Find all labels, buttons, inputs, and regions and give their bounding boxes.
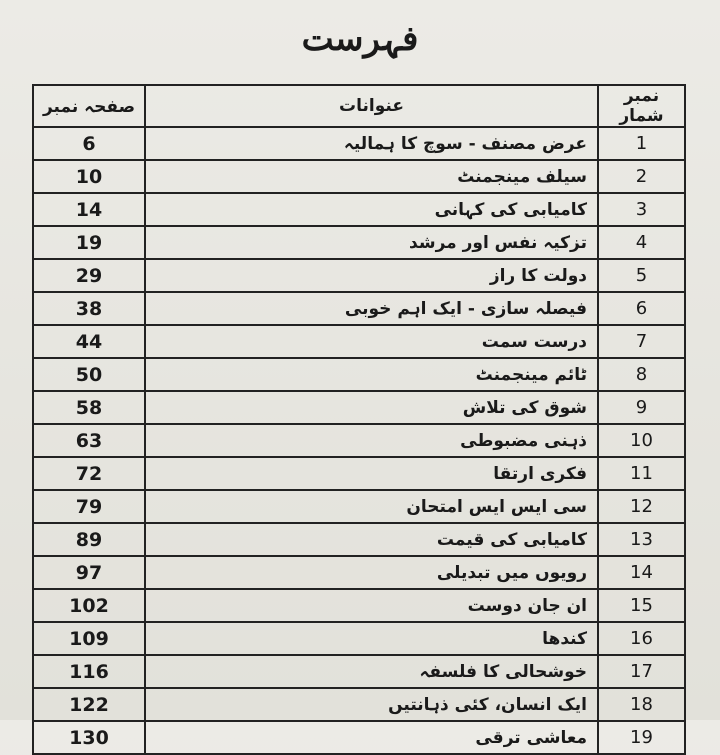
- table-row: [33, 457, 685, 490]
- row-number: 8: [598, 358, 685, 391]
- table-row: [33, 424, 685, 457]
- table-row: [33, 127, 685, 160]
- row-page: 29: [33, 259, 145, 292]
- row-title: درست سمت: [145, 325, 598, 358]
- header-row: [33, 85, 685, 127]
- page-title: فہرست: [301, 19, 419, 59]
- row-page: 130: [33, 721, 145, 754]
- row-page: 19: [33, 226, 145, 259]
- row-title: دولت کا راز: [145, 259, 598, 292]
- table-row: [33, 721, 685, 754]
- row-page: 72: [33, 457, 145, 490]
- contents-table: [32, 84, 686, 755]
- table-row: [33, 589, 685, 622]
- table-row: [33, 622, 685, 655]
- table-row: [33, 523, 685, 556]
- row-title: فیصلہ سازی - ایک اہم خوبی: [145, 292, 598, 325]
- table-row: [33, 325, 685, 358]
- row-title: کامیابی کی کہانی: [145, 193, 598, 226]
- row-title: تزکیہ نفس اور مرشد: [145, 226, 598, 259]
- row-number: 9: [598, 391, 685, 424]
- row-number: 4: [598, 226, 685, 259]
- row-number: 18: [598, 688, 685, 721]
- row-title: معاشی ترقی: [145, 721, 598, 754]
- table-row: [33, 688, 685, 721]
- row-page: 122: [33, 688, 145, 721]
- row-page: 14: [33, 193, 145, 226]
- row-title: کامیابی کی قیمت: [145, 523, 598, 556]
- row-title: سی ایس ایس امتحان: [145, 490, 598, 523]
- row-page: 10: [33, 160, 145, 193]
- row-title: شوق کی تلاش: [145, 391, 598, 424]
- row-number: 12: [598, 490, 685, 523]
- table-row: [33, 160, 685, 193]
- row-number: 7: [598, 325, 685, 358]
- table-row: [33, 226, 685, 259]
- row-title: فکری ارتقا: [145, 457, 598, 490]
- row-number: 10: [598, 424, 685, 457]
- header-title: عنوانات: [145, 85, 598, 127]
- row-title: رویوں میں تبدیلی: [145, 556, 598, 589]
- row-title: کندھا: [145, 622, 598, 655]
- row-number: 5: [598, 259, 685, 292]
- row-number: 3: [598, 193, 685, 226]
- row-number: 11: [598, 457, 685, 490]
- row-number: 19: [598, 721, 685, 754]
- row-title: خوشحالی کا فلسفہ: [145, 655, 598, 688]
- row-number: 13: [598, 523, 685, 556]
- row-title: سیلف مینجمنٹ: [145, 160, 598, 193]
- table-row: [33, 490, 685, 523]
- row-page: 58: [33, 391, 145, 424]
- row-number: 15: [598, 589, 685, 622]
- table-row: [33, 556, 685, 589]
- row-page: 109: [33, 622, 145, 655]
- header-number: نمبر شمار: [598, 85, 685, 127]
- row-page: 79: [33, 490, 145, 523]
- row-number: 14: [598, 556, 685, 589]
- row-page: 116: [33, 655, 145, 688]
- table-row: [33, 259, 685, 292]
- table-row: [33, 655, 685, 688]
- row-number: 1: [598, 127, 685, 160]
- table-row: [33, 193, 685, 226]
- row-number: 17: [598, 655, 685, 688]
- row-title: ٹائم مینجمنٹ: [145, 358, 598, 391]
- row-number: 6: [598, 292, 685, 325]
- row-number: 16: [598, 622, 685, 655]
- table-row: [33, 391, 685, 424]
- row-page: 63: [33, 424, 145, 457]
- row-title: ایک انسان، کئی ذہانتیں: [145, 688, 598, 721]
- row-title: ان جان دوست: [145, 589, 598, 622]
- row-title: عرض مصنف - سوچ کا ہمالیہ: [145, 127, 598, 160]
- table-row: [33, 292, 685, 325]
- row-page: 50: [33, 358, 145, 391]
- row-page: 44: [33, 325, 145, 358]
- header-page: صفحہ نمبر: [33, 85, 145, 127]
- row-title: ذہنی مضبوطی: [145, 424, 598, 457]
- row-number: 2: [598, 160, 685, 193]
- row-page: 97: [33, 556, 145, 589]
- table-row: [33, 358, 685, 391]
- row-page: 38: [33, 292, 145, 325]
- row-page: 102: [33, 589, 145, 622]
- row-page: 6: [33, 127, 145, 160]
- row-page: 89: [33, 523, 145, 556]
